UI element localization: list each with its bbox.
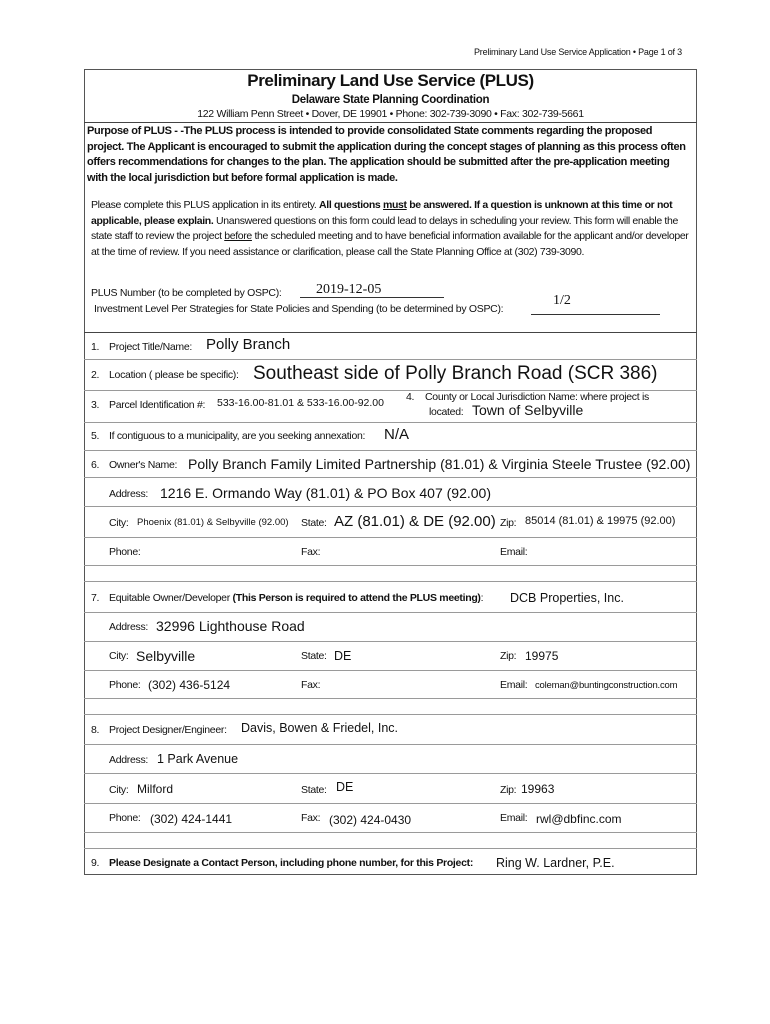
instructions-part3: Unanswered questions on this form could lead to delays in scheduling your review. This form will enable the state staff to review the project (91, 214, 678, 242)
developer-address-field[interactable]: 32996 Lighthouse Road (156, 618, 305, 634)
instructions-bold-b: be answered. If a question is unknown at this time or not applicable, please explain. (91, 199, 673, 227)
page-header: Preliminary Land Use Service Application • Page 1 of 3 (474, 47, 682, 57)
q9-label: Please Designate a Contact Person, including phone number, for this Project: (109, 857, 474, 869)
jurisdiction-field[interactable]: Town of Selbyville (472, 402, 584, 418)
investment-level-line (531, 314, 660, 315)
developer-state-label: State: (301, 650, 327, 662)
owner-state-field[interactable]: AZ (81.01) & DE (92.00) (334, 513, 496, 530)
q2-number: 2. (91, 369, 100, 381)
parcel-id-field[interactable]: 533-16.00-81.01 & 533-16.00-92.00 (217, 397, 384, 409)
investment-level-value[interactable]: 1/2 (553, 293, 571, 308)
purpose-text: Purpose of PLUS - -The PLUS process is intended to provide consolidated State comments regarding the proposed project. The Applicant is encouraged to submit the application during the concept stages of planning as this process often offers recommendations for changes to the plan. The application should be submitted after the pre-application meeting with the local jurisdiction but before formal application is made. (87, 125, 686, 184)
q7-label-text: Equitable Owner/Developer (109, 592, 233, 604)
q2-label: Location ( please be specific): (109, 369, 239, 381)
divider (84, 698, 697, 699)
divider (84, 450, 697, 451)
designer-address-label: Address: (109, 754, 149, 766)
designer-city-field[interactable]: Milford (137, 782, 174, 796)
q8-label: Project Designer/Engineer: (109, 724, 227, 736)
designer-fax-label: Fax: (301, 812, 321, 824)
designer-phone-label: Phone: (109, 812, 141, 824)
divider (84, 670, 697, 671)
designer-state-field[interactable]: DE (336, 780, 354, 794)
designer-zip-field[interactable]: 19963 (521, 782, 555, 796)
q3-label: Parcel Identification #: (109, 399, 206, 411)
office-address: 122 William Penn Street • Dover, DE 19901 • Phone: 302-739-3090 • Fax: 302-739-5661 (197, 108, 584, 120)
owner-name-field[interactable]: Polly Branch Family Limited Partnership (81.01) & Virginia Steele Trustee (92.00) (188, 456, 691, 472)
divider (84, 537, 697, 538)
q1-label: Project Title/Name: (109, 341, 192, 353)
designer-email-field[interactable]: rwl@dbfinc.com (536, 812, 622, 826)
owner-phone-label: Phone: (109, 546, 141, 558)
instructions-must: must (382, 199, 407, 211)
owner-city-label: City: (109, 517, 129, 529)
q4-label-located: located: (429, 406, 464, 418)
divider (84, 359, 697, 360)
designer-name-field[interactable]: Davis, Bowen & Friedel, Inc. (241, 721, 399, 735)
q7-label (109, 592, 483, 604)
developer-phone-label: Phone: (109, 679, 141, 691)
instructions-bold-a: All questions (319, 199, 383, 211)
instructions-part1: Please complete this PLUS application in its entirety. (91, 199, 320, 211)
owner-fax-label: Fax: (301, 546, 321, 558)
owner-address-field[interactable]: 1216 E. Ormando Way (81.01) & PO Box 407 (92.00) (160, 485, 491, 501)
instructions-text (91, 198, 691, 260)
designer-state-label: State: (301, 784, 327, 796)
location-field[interactable]: Southeast side of Polly Branch Road (SCR 386) (253, 363, 658, 384)
designer-fax-field[interactable]: (302) 424-0430 (329, 813, 412, 827)
owner-city-field[interactable]: Phoenix (81.01) & Selbyville (92.00) (137, 517, 289, 528)
divider (84, 332, 697, 333)
divider (84, 581, 697, 582)
contact-person-field[interactable]: Ring W. Lardner, P.E. (496, 856, 615, 870)
divider (84, 641, 697, 642)
designer-city-label: City: (109, 784, 129, 796)
q8-number: 8. (91, 724, 100, 736)
developer-email-label: Email: (500, 679, 528, 691)
divider (84, 506, 697, 507)
q6-number: 6. (91, 459, 100, 471)
q4-label: County or Local Jurisdiction Name: where project is (425, 391, 649, 403)
plus-number-value[interactable]: 2019-12-05 (316, 282, 382, 297)
developer-city-field[interactable]: Selbyville (136, 648, 196, 664)
divider (84, 773, 697, 774)
developer-fax-label: Fax: (301, 679, 321, 691)
designer-email-label: Email: (500, 812, 528, 824)
divider (84, 422, 697, 423)
divider (84, 714, 697, 715)
divider (84, 612, 697, 613)
q7-number: 7. (91, 592, 100, 604)
investment-level-label: Investment Level Per Strategies for State Policies and Spending (to be determined by OSPC): (94, 303, 504, 315)
q6-label: Owner's Name: (109, 459, 178, 471)
plus-number-label: PLUS Number (to be completed by OSPC): (91, 287, 282, 299)
developer-zip-field[interactable]: 19975 (525, 649, 559, 663)
project-title-field[interactable]: Polly Branch (206, 336, 291, 353)
owner-zip-field[interactable]: 85014 (81.01) & 19975 (92.00) (525, 515, 676, 527)
developer-address-label: Address: (109, 621, 149, 633)
owner-state-label: State: (301, 517, 327, 529)
owner-email-label: Email: (500, 546, 528, 558)
q4-number: 4. (406, 391, 415, 403)
q7-label-bold: (This Person is required to attend the PLUS meeting) (232, 592, 481, 604)
q3-number: 3. (91, 399, 100, 411)
instructions-before: before (224, 230, 252, 242)
q5-label: If contiguous to a municipality, are you seeking annexation: (109, 430, 366, 442)
q7-label-colon: : (480, 592, 484, 604)
designer-zip-label: Zip: (500, 784, 517, 796)
q1-number: 1. (91, 341, 100, 353)
developer-city-label: City: (109, 650, 129, 662)
annexation-field[interactable]: N/A (384, 426, 410, 443)
owner-zip-label: Zip: (500, 517, 517, 529)
designer-address-field[interactable]: 1 Park Avenue (157, 752, 239, 766)
form-title: Preliminary Land Use Service (PLUS) (247, 71, 534, 90)
developer-name-field[interactable]: DCB Properties, Inc. (510, 591, 624, 605)
developer-state-field[interactable]: DE (334, 649, 352, 663)
designer-phone-field[interactable]: (302) 424-1441 (150, 812, 233, 826)
divider (84, 565, 697, 566)
divider (84, 122, 697, 123)
form-subtitle: Delaware State Planning Coordination (291, 94, 490, 106)
developer-email-field[interactable]: coleman@buntingconstruction.com (535, 680, 678, 691)
divider (84, 477, 697, 478)
owner-address-label: Address: (109, 488, 149, 500)
q5-number: 5. (91, 430, 100, 442)
divider (84, 832, 697, 833)
developer-phone-field[interactable]: (302) 436-5124 (148, 678, 231, 692)
divider (84, 848, 697, 849)
divider (84, 803, 697, 804)
developer-zip-label: Zip: (500, 650, 517, 662)
q9-number: 9. (91, 857, 100, 869)
instructions-part4: the scheduled meeting and to have beneficial information available for the applicant and/or developer at the time of review. If you need assistance or clarification, please call the State Planning Office at (302) 739-3090. (91, 230, 689, 258)
divider (84, 744, 697, 745)
